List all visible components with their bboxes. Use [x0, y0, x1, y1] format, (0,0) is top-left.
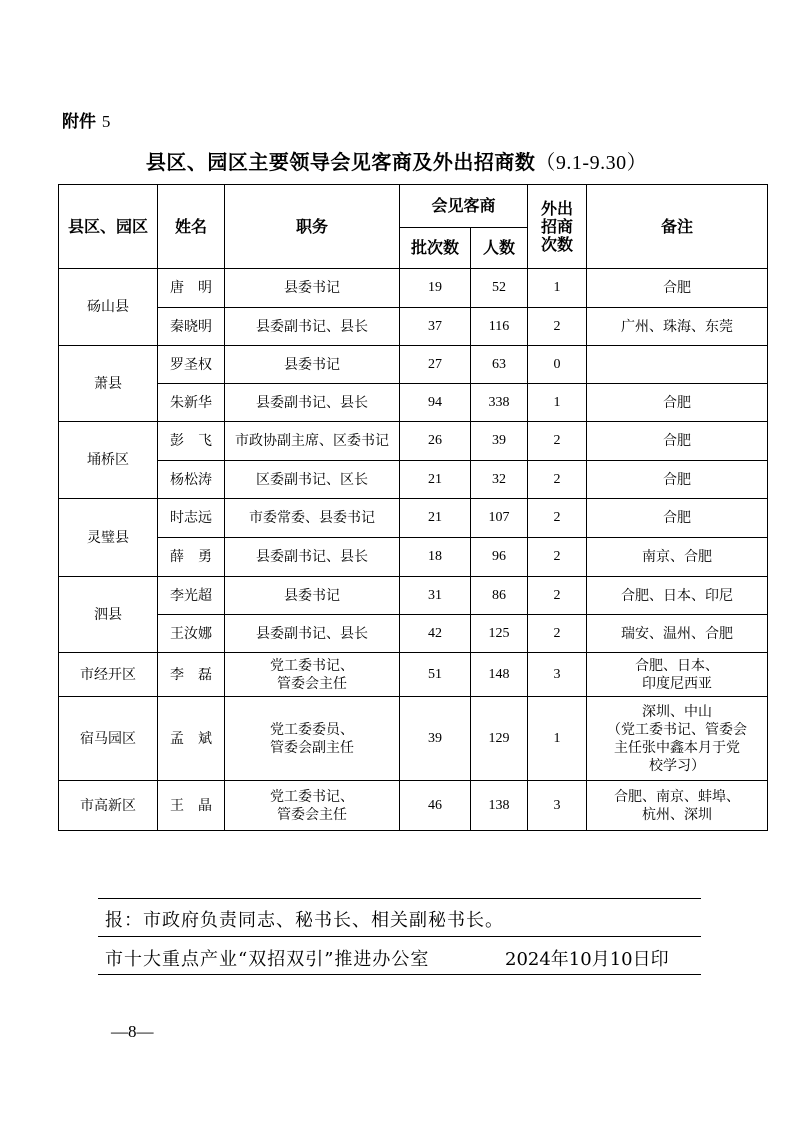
- position-cell: [225, 422, 400, 461]
- table-body: [59, 269, 768, 831]
- remarks-cell-line: 南京、合肥: [642, 549, 713, 565]
- footer-rule-middle: [98, 936, 701, 937]
- remarks-cell: [587, 346, 768, 384]
- position-cell-line: 党工委书记、: [270, 788, 354, 805]
- meet-batches-cell: 21: [400, 461, 471, 499]
- position-cell-line: 市委常委、县委书记: [249, 510, 375, 526]
- name-cell: 杨松涛: [158, 461, 225, 499]
- table-row: [59, 781, 768, 831]
- trips-cell: 0: [528, 346, 587, 384]
- table-row: [59, 308, 768, 346]
- meet-people-cell: 52: [471, 269, 528, 308]
- trips-cell: 2: [528, 308, 587, 346]
- trips-cell: 1: [528, 269, 587, 308]
- page-number: —8—: [111, 1022, 154, 1041]
- position-cell-line: 管委会主任: [277, 675, 347, 692]
- table-row: [59, 577, 768, 615]
- remarks-cell-line: 瑞安、温州、合肥: [621, 625, 734, 642]
- table-row: [59, 653, 768, 697]
- name-cell: 秦晓明: [158, 308, 225, 346]
- position-cell-line: 县委副书记、县长: [256, 549, 368, 565]
- name-cell: 薛 勇: [158, 538, 225, 577]
- table-row: [59, 615, 768, 653]
- position-cell: [225, 697, 400, 781]
- position-cell-line: 县委副书记、县长: [256, 394, 368, 411]
- footer-rule-bottom: [98, 974, 701, 975]
- trips-cell: 2: [528, 499, 587, 538]
- remarks-cell-line: 合肥: [663, 394, 692, 411]
- table-row: [59, 697, 768, 781]
- county-cell: 宿马园区: [59, 697, 158, 781]
- meet-people-cell: 107: [471, 499, 528, 538]
- name-cell: 罗圣权: [158, 346, 225, 384]
- trips-cell: 3: [528, 653, 587, 697]
- position-cell-line: 管委会主任: [277, 806, 347, 823]
- trips-cell: 2: [528, 577, 587, 615]
- meet-people-cell: 129: [471, 697, 528, 781]
- trips-cell: 2: [528, 461, 587, 499]
- remarks-cell: [587, 384, 768, 422]
- meet-batches-cell: 19: [400, 269, 471, 308]
- name-cell: 李 磊: [158, 653, 225, 697]
- meet-people-cell: 86: [471, 577, 528, 615]
- county-cell: 灵璧县: [59, 499, 158, 577]
- position-cell: [225, 269, 400, 308]
- remarks-cell: [587, 697, 768, 781]
- trips-cell: 3: [528, 781, 587, 831]
- remarks-cell: [587, 422, 768, 461]
- header-trips: 外出 招商 次数: [528, 185, 587, 269]
- position-cell-line: 县委书记: [284, 356, 340, 373]
- table-row: [59, 269, 768, 308]
- header-position: 职务: [225, 185, 400, 269]
- name-cell: 朱新华: [158, 384, 225, 422]
- table-row: [59, 384, 768, 422]
- leaders-table: [58, 184, 768, 831]
- meet-people-cell: 138: [471, 781, 528, 831]
- name-cell: 王 晶: [158, 781, 225, 831]
- remarks-cell-line: 合肥: [663, 510, 692, 526]
- position-cell-line: 管委会副主任: [270, 739, 354, 756]
- table-row: [59, 346, 768, 384]
- position-cell-line: 县委书记: [284, 587, 340, 604]
- name-cell: 彭 飞: [158, 422, 225, 461]
- meet-batches-cell: 21: [400, 499, 471, 538]
- trips-cell: 1: [528, 697, 587, 781]
- header-meet-group: 会见客商: [400, 185, 528, 228]
- position-cell-line: 市政协副主席、区委书记: [235, 433, 389, 449]
- remarks-cell-line: 合肥、日本、: [635, 657, 720, 674]
- county-cell: 埇桥区: [59, 422, 158, 499]
- remarks-cell-line: 合肥: [663, 471, 692, 488]
- attachment-number: 5: [101, 112, 111, 131]
- remarks-cell-line: 主任张中鑫本月于党: [614, 739, 741, 756]
- meet-people-cell: 125: [471, 615, 528, 653]
- meet-batches-cell: 26: [400, 422, 471, 461]
- meet-batches-cell: 18: [400, 538, 471, 577]
- county-cell: 萧县: [59, 346, 158, 422]
- position-cell: [225, 346, 400, 384]
- meet-batches-cell: 94: [400, 384, 471, 422]
- remarks-cell-line: 合肥、日本、印尼: [621, 587, 734, 604]
- position-cell: [225, 384, 400, 422]
- meet-people-cell: 116: [471, 308, 528, 346]
- position-cell-line: 党工委书记、: [270, 657, 354, 674]
- position-cell: [225, 538, 400, 577]
- header-meet-batches: 批次数: [400, 228, 471, 269]
- position-cell: [225, 781, 400, 831]
- name-cell: 时志远: [158, 499, 225, 538]
- position-cell: [225, 308, 400, 346]
- meet-batches-cell: 39: [400, 697, 471, 781]
- footer-rule-top: [98, 898, 701, 899]
- meet-batches-cell: 51: [400, 653, 471, 697]
- name-cell: 李光超: [158, 577, 225, 615]
- county-cell: 市经开区: [59, 653, 158, 697]
- meet-batches-cell: 42: [400, 615, 471, 653]
- position-cell-line: 县委副书记、县长: [256, 318, 368, 335]
- remarks-cell-line: 合肥: [663, 280, 692, 296]
- header-remarks: 备注: [587, 185, 768, 269]
- header-meet-people: 人数: [471, 228, 528, 269]
- header-county: 县区、园区: [59, 185, 158, 269]
- meet-people-cell: 338: [471, 384, 528, 422]
- remarks-cell: [587, 269, 768, 308]
- remarks-cell: [587, 781, 768, 831]
- meet-batches-cell: 46: [400, 781, 471, 831]
- remarks-cell-line: 杭州、深圳: [642, 806, 713, 823]
- remarks-cell-line: 合肥: [663, 433, 692, 449]
- county-cell: 泗县: [59, 577, 158, 653]
- title-range: （9.1-9.30）: [535, 152, 648, 174]
- remarks-cell-line: 合肥、南京、蚌埠、: [614, 788, 741, 805]
- position-cell-line: 党工委委员、: [270, 721, 354, 738]
- meet-people-cell: 39: [471, 422, 528, 461]
- meet-batches-cell: 27: [400, 346, 471, 384]
- issuer: 市十大重点产业“双招双引”推进办公室: [105, 949, 430, 970]
- name-cell: 孟 斌: [158, 697, 225, 781]
- remarks-cell: [587, 615, 768, 653]
- position-cell-line: 县委副书记、县长: [256, 625, 368, 642]
- position-cell: [225, 461, 400, 499]
- remarks-cell-line: 广州、珠海、东莞: [621, 318, 734, 335]
- table-row: [59, 461, 768, 499]
- table-row: [59, 499, 768, 538]
- report-to: 报：市政府负责同志、秘书长、相关副秘书长。: [105, 910, 504, 931]
- position-cell: [225, 615, 400, 653]
- meet-batches-cell: 37: [400, 308, 471, 346]
- remarks-cell-line: （党工委书记、管委会: [607, 721, 748, 738]
- remarks-cell-line: 深圳、中山: [642, 703, 713, 720]
- remarks-cell: [587, 538, 768, 577]
- remarks-cell-line: 校学习）: [649, 757, 706, 774]
- print-date: 2024年10月10日印: [505, 949, 669, 970]
- name-cell: 王汝娜: [158, 615, 225, 653]
- meet-batches-cell: 31: [400, 577, 471, 615]
- trips-cell: 2: [528, 615, 587, 653]
- page-title: [0, 146, 793, 175]
- remarks-cell: [587, 461, 768, 499]
- position-cell-line: 区委副书记、区长: [256, 471, 368, 488]
- county-cell: 砀山县: [59, 269, 158, 346]
- remarks-cell: [587, 577, 768, 615]
- table-row: [59, 538, 768, 577]
- remarks-cell: [587, 308, 768, 346]
- remarks-cell-line: 印度尼西亚: [642, 675, 713, 692]
- name-cell: 唐 明: [158, 269, 225, 308]
- meet-people-cell: 96: [471, 538, 528, 577]
- attachment-label: 附件 5: [62, 112, 111, 132]
- meet-people-cell: 148: [471, 653, 528, 697]
- trips-cell: 1: [528, 384, 587, 422]
- position-cell: [225, 653, 400, 697]
- remarks-cell: [587, 653, 768, 697]
- meet-people-cell: 63: [471, 346, 528, 384]
- position-cell: [225, 577, 400, 615]
- table-row: [59, 422, 768, 461]
- meet-people-cell: 32: [471, 461, 528, 499]
- title-main: 县区、园区主要领导会见客商及外出招商数: [145, 150, 536, 174]
- remarks-cell: [587, 499, 768, 538]
- position-cell-line: 县委书记: [284, 280, 340, 296]
- position-cell: [225, 499, 400, 538]
- header-name: 姓名: [158, 185, 225, 269]
- trips-cell: 2: [528, 538, 587, 577]
- trips-cell: 2: [528, 422, 587, 461]
- county-cell: 市高新区: [59, 781, 158, 831]
